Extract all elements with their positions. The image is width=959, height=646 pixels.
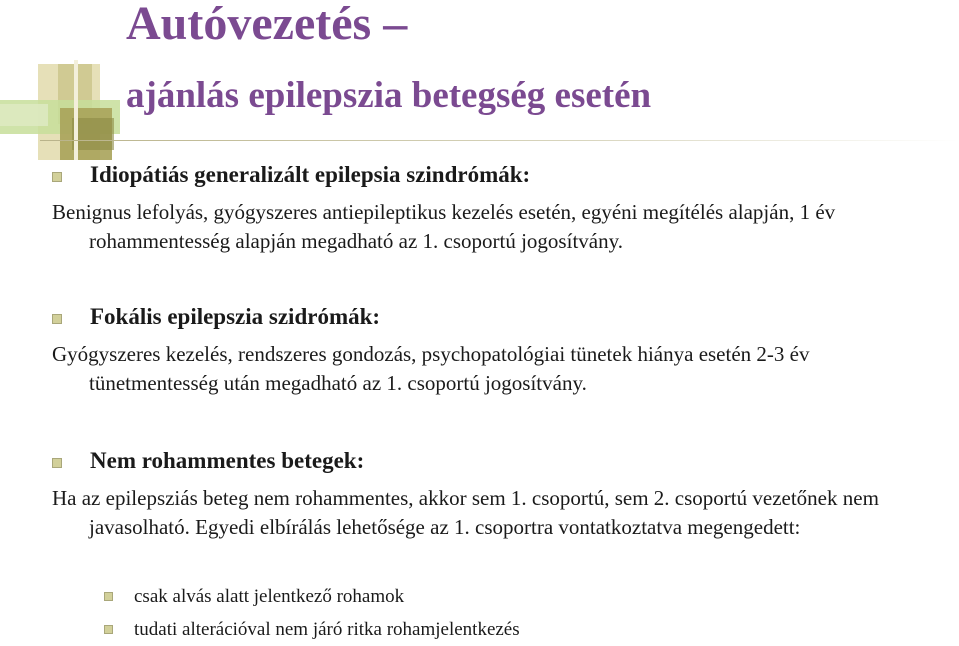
square-bullet-icon xyxy=(104,625,113,634)
sub-bullet-list xyxy=(52,580,942,646)
section-focal xyxy=(52,302,942,398)
section-heading-text: Idiopátiás generalizált epilepsia szindrómák: xyxy=(90,162,531,187)
section-body: Ha az epilepsziás beteg nem rohammentes, akkor sem 1. csoportú, sem 2. csoportú vezetőnek nem javasolható. Egyedi elbírálás lehetősége az 1. csoportra vontatkoztatva megengedett: xyxy=(52,486,879,539)
section-body: Benignus lefolyás, gyógyszeres antiepileptikus kezelés esetén, egyéni megítélés alapján, 1 év rohammentesség alapján megadható az 1. csoportú jogosítvány. xyxy=(52,200,836,253)
square-bullet-icon xyxy=(104,592,113,601)
list-item xyxy=(52,613,942,646)
square-bullet-icon xyxy=(52,314,62,324)
section-heading xyxy=(52,302,942,332)
slide-subtitle: ajánlás epilepszia betegség esetén xyxy=(126,75,652,116)
list-item-text: csak alvás alatt jelentkező rohamok xyxy=(134,586,405,607)
list-item xyxy=(52,580,942,613)
section-heading-text: Nem rohammentes betegek: xyxy=(90,448,365,473)
slide-title: Autóvezetés – xyxy=(126,0,408,50)
section-heading-text: Fokális epilepszia szidrómák: xyxy=(90,304,381,329)
square-bullet-icon xyxy=(52,458,62,468)
section-not-seizure-free xyxy=(52,446,942,542)
square-bullet-icon xyxy=(52,172,62,182)
section-heading xyxy=(52,446,942,476)
list-item-text: tudati alterációval nem járó ritka rohamjelentkezés xyxy=(134,619,520,640)
section-idiopathic xyxy=(52,160,942,256)
section-heading xyxy=(52,160,942,190)
title-divider xyxy=(40,140,959,141)
section-body: Gyógyszeres kezelés, rendszeres gondozás, psychopatológiai tünetek hiánya esetén 2-3 év tünetmentesség után megadható az 1. csoportú jogosítvány. xyxy=(52,342,810,395)
